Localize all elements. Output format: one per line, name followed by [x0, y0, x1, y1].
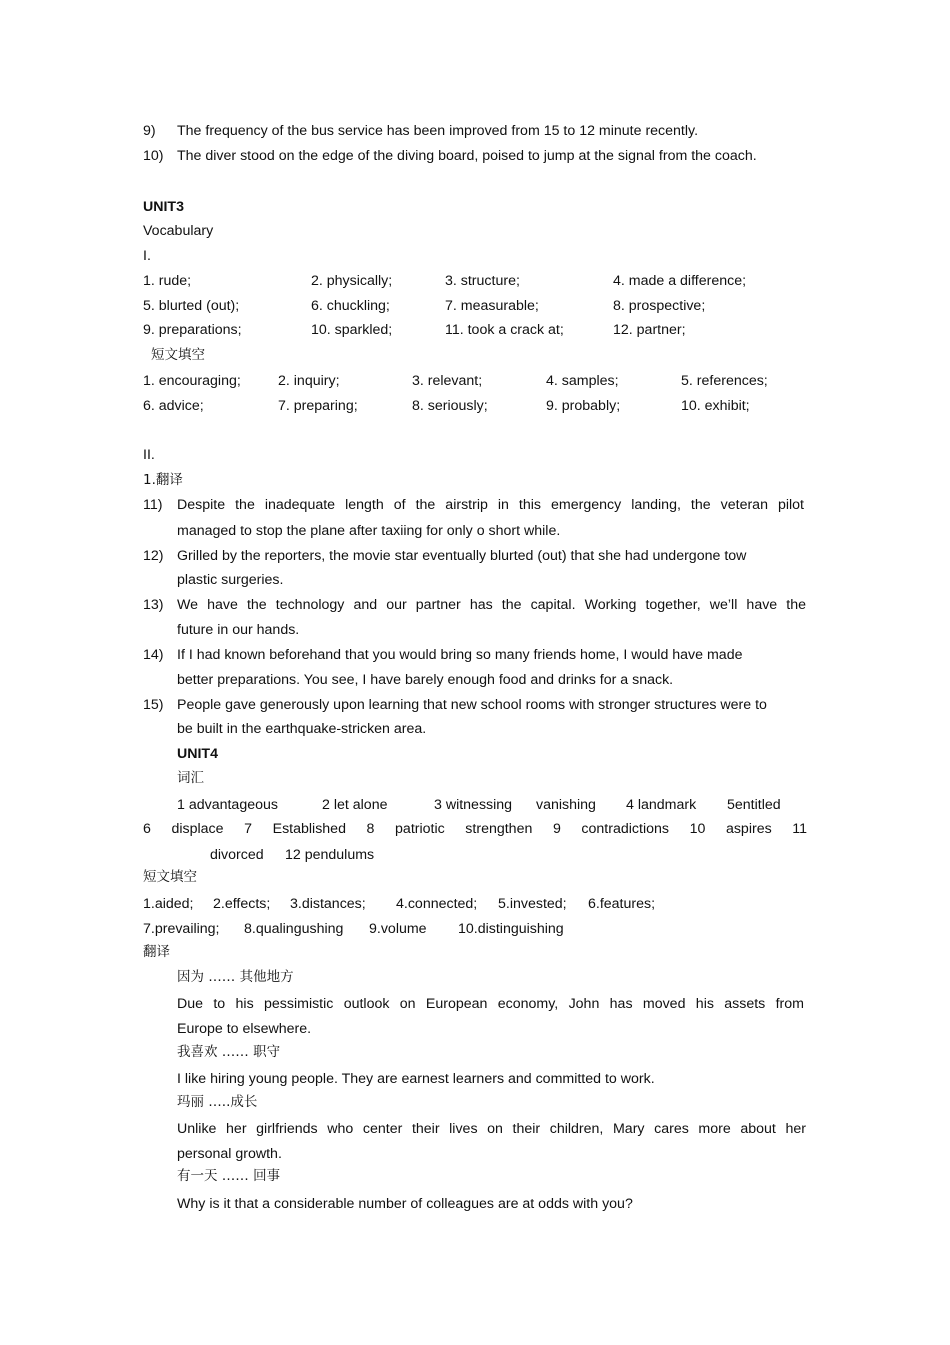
item-number: 15) [143, 697, 164, 713]
translation-line: Due to his pessimistic outlook on European economy, John has moved his assets from [177, 996, 804, 1012]
vocab-cell: 10. sparkled; [311, 322, 393, 338]
cloze-word: 5.invested; [498, 896, 567, 912]
cloze-cell: 8. seriously; [412, 398, 488, 414]
translation-label: 1.翻译 [143, 472, 183, 488]
cloze-word: 8.qualingushing [244, 921, 344, 937]
vocab-cell: 6. chuckling; [311, 298, 390, 314]
cloze-cell: 10. exhibit; [681, 398, 750, 414]
vocab-cell: 2. physically; [311, 273, 393, 289]
vocab-cell: 9. preparations; [143, 322, 242, 338]
translation-line: Europe to elsewhere. [177, 1021, 312, 1037]
cloze-word: 3.distances; [290, 896, 366, 912]
item-number: 14) [143, 647, 164, 663]
cloze-label: 短文填空 [151, 347, 205, 363]
translation-line: managed to stop the plane after taxiing for only o short while. [177, 523, 561, 539]
cloze-word: 2.effects; [213, 896, 271, 912]
vocabulary-label: 词汇 [177, 770, 204, 786]
vocab-word: 4 landmark [626, 797, 697, 813]
vocab-cell: 1. rude; [143, 273, 192, 289]
cloze-cell: 7. preparing; [278, 398, 358, 414]
vocab-line: 6 displace 7 Established 8 patriotic strengthen 9 contradictions 10 aspires 11 [143, 821, 807, 837]
vocab-word: divorced [210, 847, 264, 863]
cloze-word: 4.connected; [396, 896, 478, 912]
part-two-label: II. [143, 447, 155, 463]
cloze-cell: 4. samples; [546, 373, 619, 389]
vocabulary-label: Vocabulary [143, 223, 214, 239]
vocab-word: 3 witnessing [434, 797, 513, 813]
translation-line: plastic surgeries. [177, 572, 284, 588]
cloze-cell: 1. encouraging; [143, 373, 241, 389]
cloze-cell: 6. advice; [143, 398, 204, 414]
part-one-label: I. [143, 248, 151, 264]
translation-line: Why is it that a considerable number of colleagues are at odds with you? [177, 1196, 633, 1212]
translation-line: Unlike her girlfriends who center their lives on their children, Mary cares more about her [177, 1121, 806, 1137]
translation-line: be built in the earthquake-stricken area. [177, 721, 427, 737]
cloze-label: 短文填空 [143, 869, 197, 885]
translation-line: Grilled by the reporters, the movie star eventually blurted (out) that she had undergone tow [177, 548, 747, 564]
vocab-word: 1 advantageous [177, 797, 278, 813]
item-text: The diver stood on the edge of the diving board, poised to jump at the signal from the coach. [177, 148, 757, 164]
item-number: 13) [143, 597, 164, 613]
item-number: 9) [143, 123, 156, 139]
item-number: 11) [143, 497, 163, 513]
unit4-heading: UNIT4 [177, 746, 218, 762]
item-number: 10) [143, 148, 164, 164]
cloze-cell: 5. references; [681, 373, 768, 389]
cloze-cell: 2. inquiry; [278, 373, 340, 389]
vocab-cell: 5. blurted (out); [143, 298, 240, 314]
cloze-word: 7.prevailing; [143, 921, 220, 937]
cloze-cell: 9. probably; [546, 398, 621, 414]
translation-label: 翻译 [143, 944, 170, 960]
translation-line: future in our hands. [177, 622, 300, 638]
vocab-word: 5entitled [727, 797, 781, 813]
translation-line: I like hiring young people. They are earnest learners and committed to work. [177, 1071, 655, 1087]
vocab-word: 12 pendulums [285, 847, 375, 863]
translation-prompt: 有一天 …… 回事 [177, 1168, 281, 1184]
item-number: 12) [143, 548, 164, 564]
translation-line: We have the technology and our partner has the capital. Working together, we’ll have the [177, 597, 806, 613]
cloze-word: 1.aided; [143, 896, 194, 912]
vocab-cell: 3. structure; [445, 273, 520, 289]
vocab-cell: 11. took a crack at; [445, 322, 564, 338]
translation-line: If I had known beforehand that you would bring so many friends home, I would have made [177, 647, 743, 663]
translation-line: better preparations. You see, I have barely enough food and drinks for a snack. [177, 672, 674, 688]
cloze-word: 9.volume [369, 921, 427, 937]
translation-prompt: 玛丽 …..成长 [177, 1094, 258, 1110]
cloze-word: 6.features; [588, 896, 656, 912]
unit3-heading: UNIT3 [143, 199, 184, 215]
vocab-cell: 4. made a difference; [613, 273, 747, 289]
vocab-cell: 8. prospective; [613, 298, 706, 314]
translation-line: Despite the inadequate length of the airstrip in this emergency landing, the veteran pilot [177, 497, 804, 513]
translation-prompt: 因为 …… 其他地方 [177, 969, 294, 985]
vocab-word: 2 let alone [322, 797, 388, 813]
vocab-cell: 12. partner; [613, 322, 686, 338]
translation-line: personal growth. [177, 1146, 282, 1162]
vocab-cell: 7. measurable; [445, 298, 539, 314]
item-text: The frequency of the bus service has been improved from 15 to 12 minute recently. [177, 123, 699, 139]
cloze-cell: 3. relevant; [412, 373, 483, 389]
translation-line: People gave generously upon learning that new school rooms with stronger structures were to [177, 697, 767, 713]
vocab-word: vanishing [536, 797, 596, 813]
translation-prompt: 我喜欢 …… 职守 [177, 1044, 281, 1060]
cloze-word: 10.distinguishing [458, 921, 564, 937]
